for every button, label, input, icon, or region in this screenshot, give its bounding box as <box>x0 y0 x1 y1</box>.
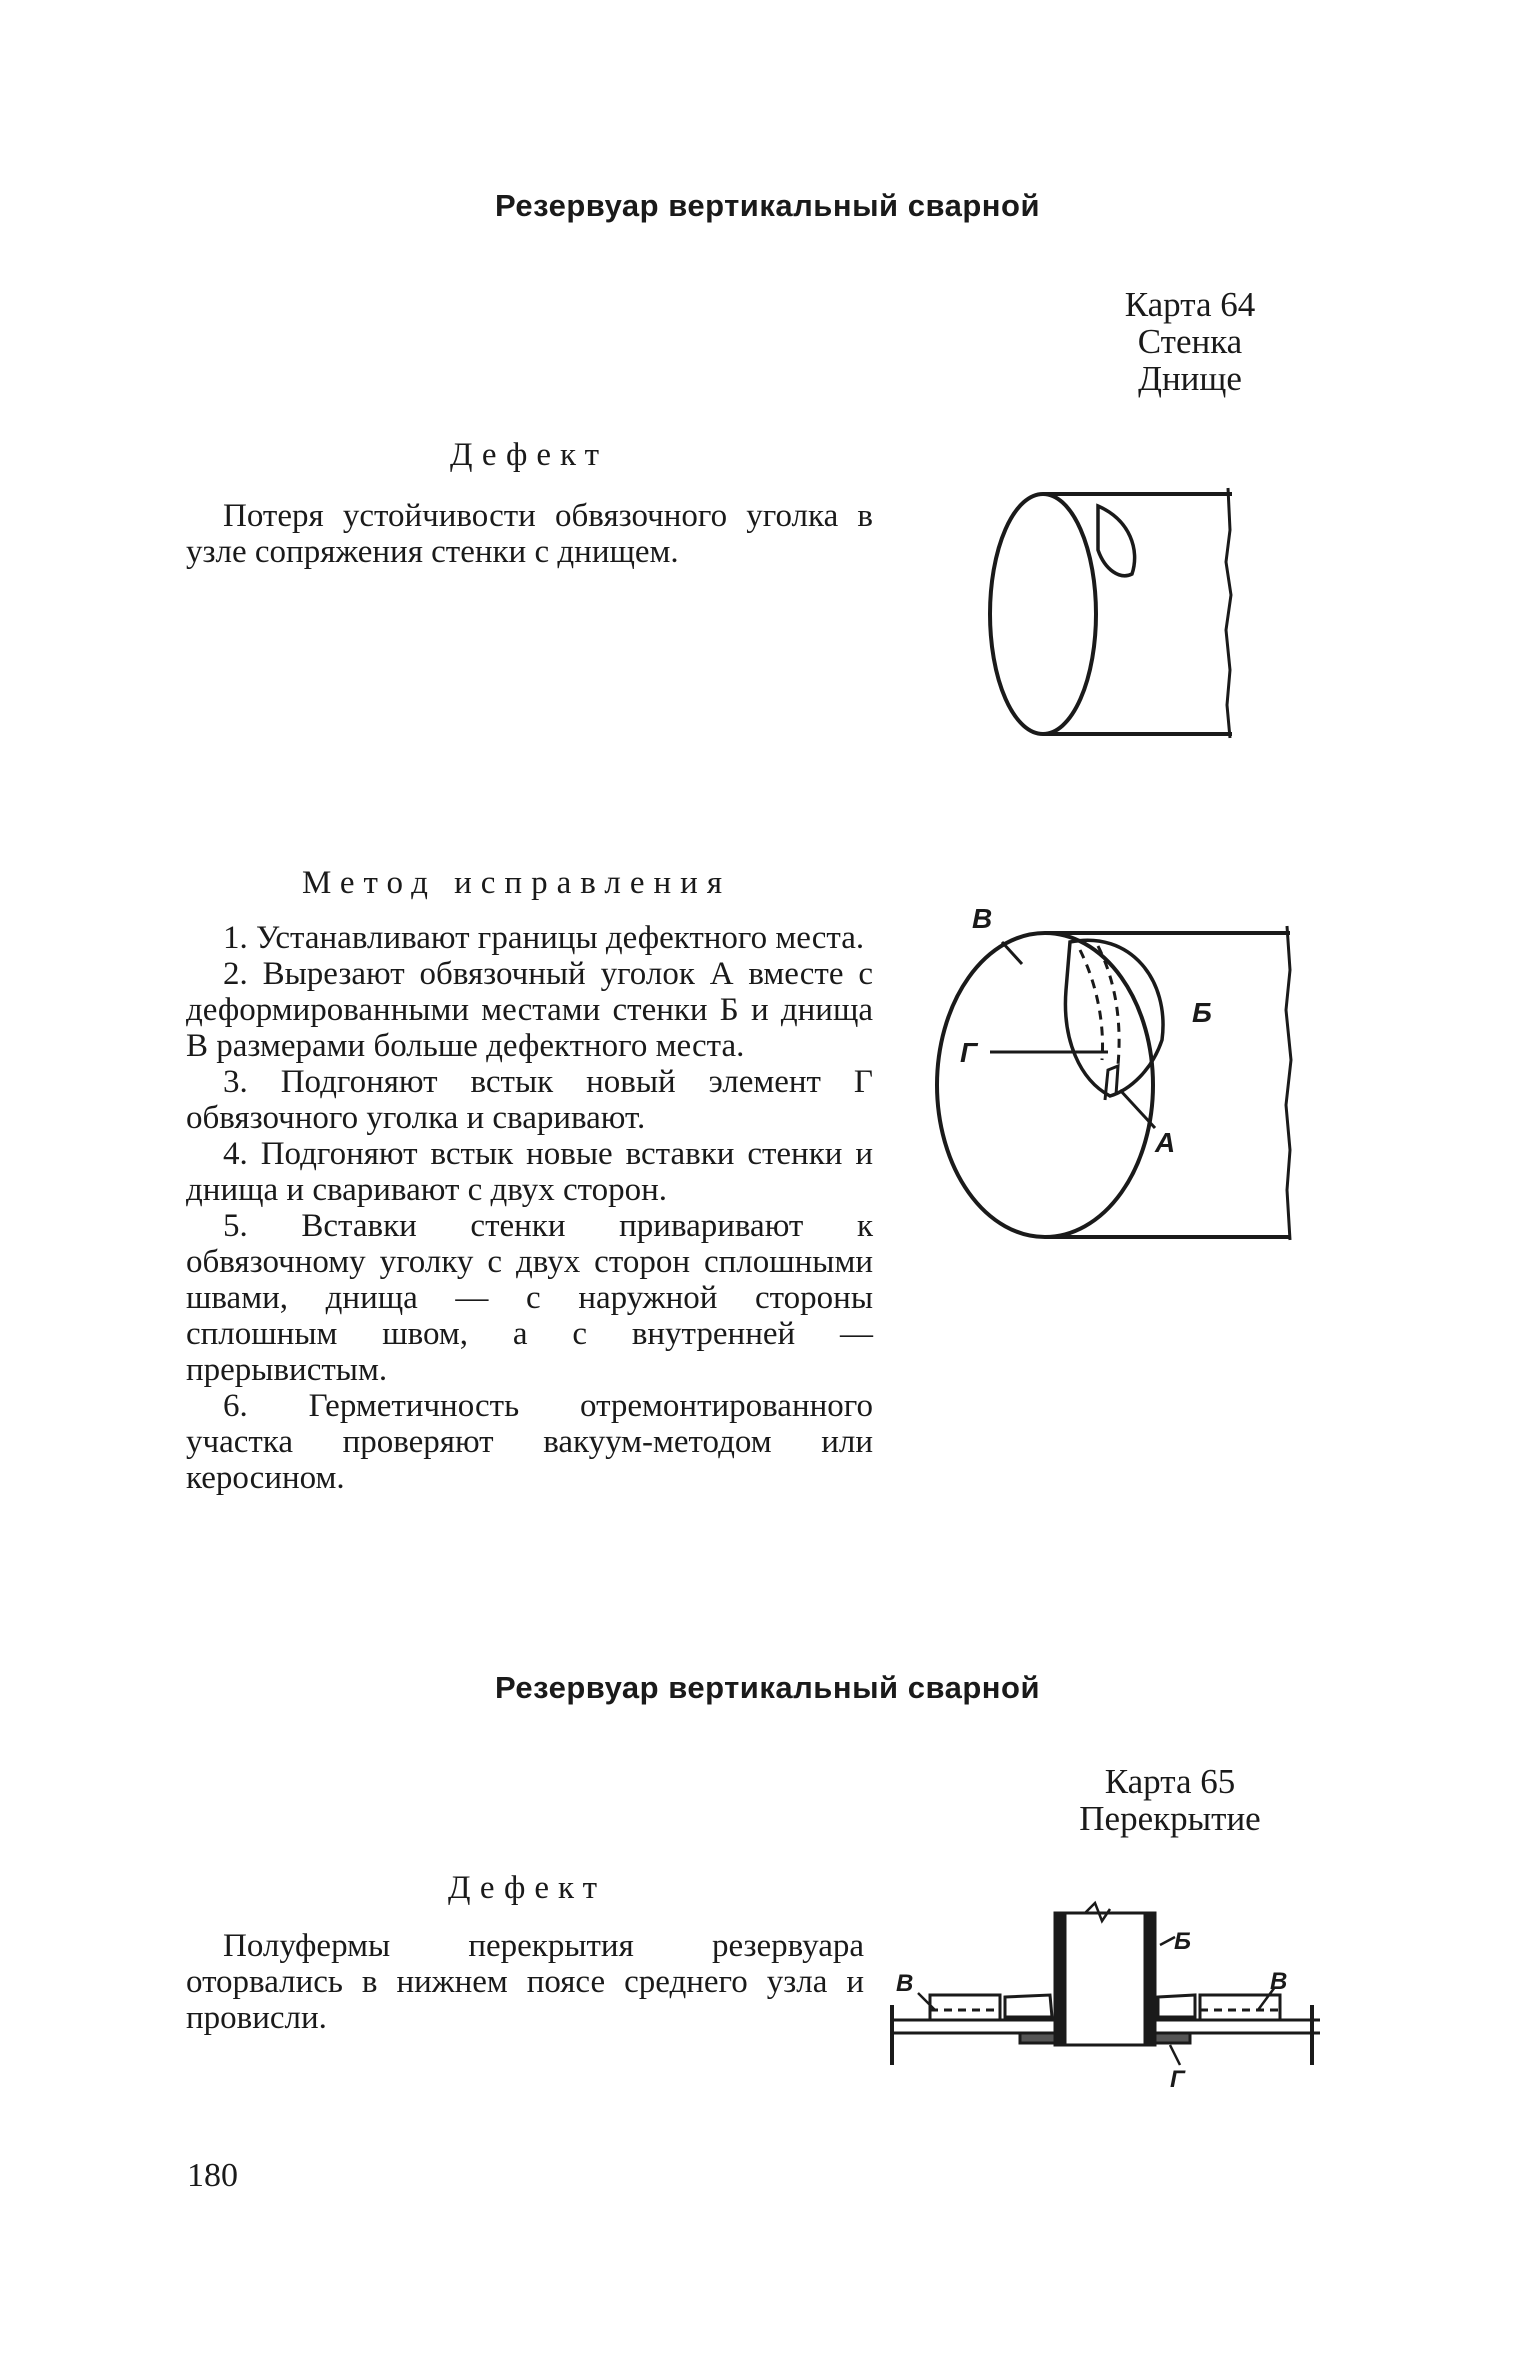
label-v: В <box>972 903 993 934</box>
card65-title: Карта 65 <box>1104 1762 1236 1801</box>
card64-block <box>1040 286 1340 397</box>
label-v-right: В <box>1270 1968 1288 1995</box>
card64-line1: Стенка <box>1137 322 1243 361</box>
step-5: 5. Вставки стенки приваривают к обвязочному уголку с двух сторон сплошными швами, днища — с наружной стороны сплошным швом, а с внутренней — прерывистым. <box>186 1208 873 1388</box>
step-3: 3. Подгоняют встык новый элемент Г обвязочного уголка и сваривают. <box>186 1064 873 1136</box>
card65-block <box>1000 1763 1340 1837</box>
section2-defect-text <box>186 1928 864 2036</box>
step-1: 1. Устанавливают границы дефектного места. <box>223 920 865 956</box>
cut-out-region <box>1065 940 1163 1096</box>
section2-heading: Резервуар вертикальный сварной <box>494 1670 1041 1705</box>
defect-bulge <box>1098 506 1135 576</box>
section1-defect-text <box>186 498 873 570</box>
defect-text-2: Полуфермы перекрытия резервуара оторвались в нижнем поясе среднего узла и провисли. <box>186 1928 864 2036</box>
section2-defect-label: Дефект <box>448 1870 607 1906</box>
section1-method-label: Метод исправления <box>302 865 732 901</box>
step-4: 4. Подгоняют встык новые вставки стенки и днища и сваривают с двух сторон. <box>186 1136 873 1208</box>
label-b-roof: Б <box>1174 1928 1191 1955</box>
defect-text: Потеря устойчивости обвязочного уголка в узле сопряжения стенки с днищем. <box>186 498 873 570</box>
label-g-roof: Г <box>1170 2066 1185 2093</box>
card64-title: Карта 64 <box>1124 285 1256 324</box>
figure-repair-scheme <box>930 890 1310 1260</box>
method-steps <box>186 920 873 1496</box>
card65-line1: Перекрытие <box>1079 1799 1261 1838</box>
cylinder-end-ellipse <box>990 494 1096 734</box>
label-b: Б <box>1192 997 1212 1028</box>
section1-defect-label: Дефект <box>450 437 609 473</box>
step-2: 2. Вырезают обвязочный уголок А вместе с деформированными местами стенки Б и днища В размерами больше дефектного места. <box>186 956 873 1064</box>
label-g: Г <box>960 1037 978 1068</box>
figure-roof-node <box>880 1895 1330 2095</box>
page-number: 180 <box>187 2157 238 2194</box>
label-a: А <box>1155 1127 1176 1158</box>
repair-cylinder-ellipse <box>937 933 1153 1237</box>
card64-line2: Днище <box>1138 359 1242 398</box>
section1-heading: Резервуар вертикальный сварной <box>494 188 1041 223</box>
figure-defect-cylinder <box>980 470 1250 755</box>
label-v-left: В <box>896 1970 914 1997</box>
step-6: 6. Герметичность отремонтированного участка проверяют вакуум-методом или керосином. <box>186 1388 873 1496</box>
